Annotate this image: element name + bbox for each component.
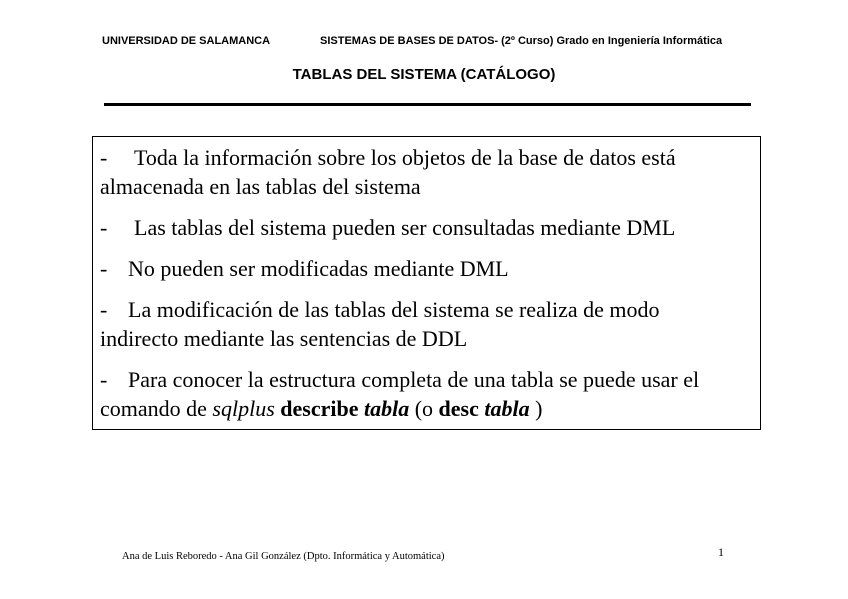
describe-keyword: describe bbox=[280, 396, 359, 421]
bullet-item-4 bbox=[100, 295, 760, 353]
header-course: SISTEMAS DE BASES DE DATOS- (2º Curso) Grado en Ingeniería Informática bbox=[320, 35, 723, 47]
bullet-1-text-2: almacenada en las tablas del sistema bbox=[100, 174, 421, 199]
header-university: UNIVERSIDAD DE SALAMANCA bbox=[102, 35, 271, 47]
content-box bbox=[92, 136, 761, 430]
open-paren: (o bbox=[414, 396, 434, 421]
bullet-item-5 bbox=[100, 365, 760, 423]
page-title: TABLAS DEL SISTEMA (CATÁLOGO) bbox=[292, 66, 556, 83]
footer-authors: Ana de Luis Reboredo - Ana Gil González (Dpto. Informática y Automática) bbox=[122, 551, 445, 562]
tabla-term-1: tabla bbox=[363, 396, 410, 421]
bullet-marker: - bbox=[100, 297, 108, 322]
bullet-marker: - bbox=[100, 256, 108, 281]
bullet-2-line bbox=[100, 213, 760, 242]
bullet-1-text-1: Toda la información sobre los objetos de la base de datos está bbox=[134, 145, 676, 170]
bullet-item-2 bbox=[100, 213, 760, 242]
bullet-1-line-1 bbox=[100, 143, 760, 172]
desc-keyword: desc bbox=[438, 396, 479, 421]
bullet-5-prefix: comando de bbox=[100, 396, 213, 421]
bullet-item-3 bbox=[100, 254, 760, 283]
bullet-5-line-1 bbox=[100, 365, 760, 394]
bullet-4-text-2: indirecto mediante las sentencias de DDL bbox=[100, 326, 468, 351]
bullet-2-text: Las tablas del sistema pueden ser consultadas mediante DML bbox=[134, 215, 676, 240]
close-paren: ) bbox=[535, 396, 543, 421]
bullet-item-1 bbox=[100, 143, 760, 201]
tabla-term-2: tabla bbox=[484, 396, 530, 421]
bullet-5-text-1: Para conocer la estructura completa de una tabla se puede usar el bbox=[128, 367, 700, 392]
page-number: 1 bbox=[718, 545, 724, 559]
bullet-3-text: No pueden ser modificadas mediante DML bbox=[128, 256, 509, 281]
bullet-4-line-1 bbox=[100, 295, 760, 324]
bullet-4-text-1: La modificación de las tablas del sistema se realiza de modo bbox=[128, 297, 660, 322]
bullet-marker: - bbox=[100, 145, 108, 170]
bullet-marker: - bbox=[100, 215, 108, 240]
bullet-3-line bbox=[100, 254, 760, 283]
sqlplus-term: sqlplus bbox=[212, 396, 275, 421]
title-divider bbox=[104, 103, 751, 106]
bullet-marker: - bbox=[100, 367, 108, 392]
bullet-5-line-2 bbox=[100, 394, 760, 423]
